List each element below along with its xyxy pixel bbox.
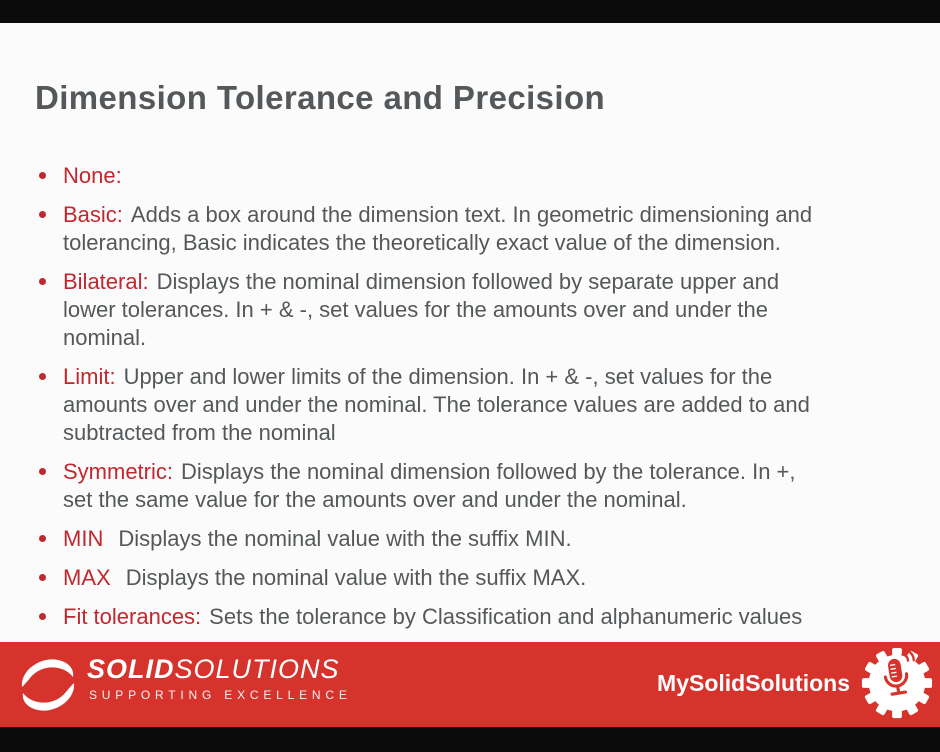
- bullet-dot-icon: [36, 458, 63, 514]
- brand-solid: SOLID: [87, 654, 175, 684]
- bullet-text: Displays the nominal value with the suffix MAX.: [125, 565, 587, 590]
- bullet-item-symmetric: [36, 458, 916, 514]
- bullet-line: [63, 458, 916, 486]
- my-solidsolutions-label: MySolidSolutions: [657, 670, 850, 696]
- letterbox-top-bar: [0, 0, 940, 23]
- bullet-lead: Fit tolerances:: [63, 604, 202, 629]
- bullet-dot-icon: [36, 525, 63, 553]
- bullet-text: Sets the tolerance by Classification and alphanumeric values: [209, 604, 803, 629]
- bullet-text: Displays the nominal dimension followed by separate upper and: [156, 269, 780, 294]
- bullet-lead: None:: [63, 163, 122, 188]
- bullet-text: Adds a box around the dimension text. In geometric dimensioning and: [130, 202, 813, 227]
- bullet-text: Displays the nominal value with the suffix MIN.: [118, 526, 572, 551]
- bullet-item-basic: [36, 201, 916, 257]
- bullet-list: [36, 162, 916, 642]
- footer-brand-bar: [0, 642, 940, 727]
- bullet-dot-icon: [36, 162, 63, 190]
- gear-microphone-podcast-icon: [860, 647, 934, 721]
- bullet-line: [63, 363, 916, 391]
- bullet-text: Displays the nominal dimension followed by the tolerance. In +,: [181, 459, 796, 484]
- bullet-line: set the same value for the amounts over and under the nominal.: [63, 487, 687, 512]
- bullet-line: nominal.: [63, 325, 147, 350]
- bullet-item-fit-tolerances: [36, 603, 916, 631]
- bullet-dot-icon: [36, 268, 63, 352]
- bullet-dot-icon: [36, 363, 63, 447]
- slide-content: [0, 23, 940, 642]
- bullet-line: [63, 268, 916, 296]
- bullet-lead: MIN: [63, 526, 104, 551]
- bullet-line: amounts over and under the nominal. The tolerance values are added to and: [63, 392, 810, 417]
- bullet-lead: Bilateral:: [63, 269, 149, 294]
- bullet-line: [63, 564, 916, 592]
- solidsolutions-s-swoosh-icon: [16, 656, 80, 714]
- brand-solutions: SOLUTIONS: [174, 654, 340, 684]
- bullet-lead: Basic:: [63, 202, 123, 227]
- bullet-item-min: [36, 525, 916, 553]
- bullet-item-limit: [36, 363, 916, 447]
- bullet-dot-icon: [36, 603, 63, 631]
- bullet-item-none: [36, 162, 916, 190]
- bullet-lead: Symmetric:: [63, 459, 173, 484]
- bullet-dot-icon: [36, 564, 63, 592]
- bullet-lead: MAX: [63, 565, 111, 590]
- bullet-line: subtracted from the nominal: [63, 420, 336, 445]
- solidsolutions-logo: [16, 654, 352, 714]
- bullet-dot-icon: [36, 201, 63, 257]
- bullet-line: [63, 162, 916, 190]
- page-title: Dimension Tolerance and Precision: [35, 79, 606, 116]
- bullet-line: [63, 201, 916, 229]
- letterbox-bottom-bar: [0, 727, 940, 752]
- bullet-item-max: [36, 564, 916, 592]
- bullet-line: tolerancing, Basic indicates the theoretically exact value of the dimension.: [63, 230, 781, 255]
- brand-wordmark: [87, 654, 352, 684]
- brand-tagline: SUPPORTING EXCELLENCE: [89, 688, 352, 702]
- bullet-item-bilateral: [36, 268, 916, 352]
- bullet-lead: Limit:: [63, 364, 116, 389]
- bullet-line: [63, 525, 916, 553]
- bullet-line: lower tolerances. In + & -, set values for the amounts over and under the: [63, 297, 768, 322]
- bullet-text: Upper and lower limits of the dimension. In + & -, set values for the: [123, 364, 773, 389]
- bullet-line: [63, 603, 916, 631]
